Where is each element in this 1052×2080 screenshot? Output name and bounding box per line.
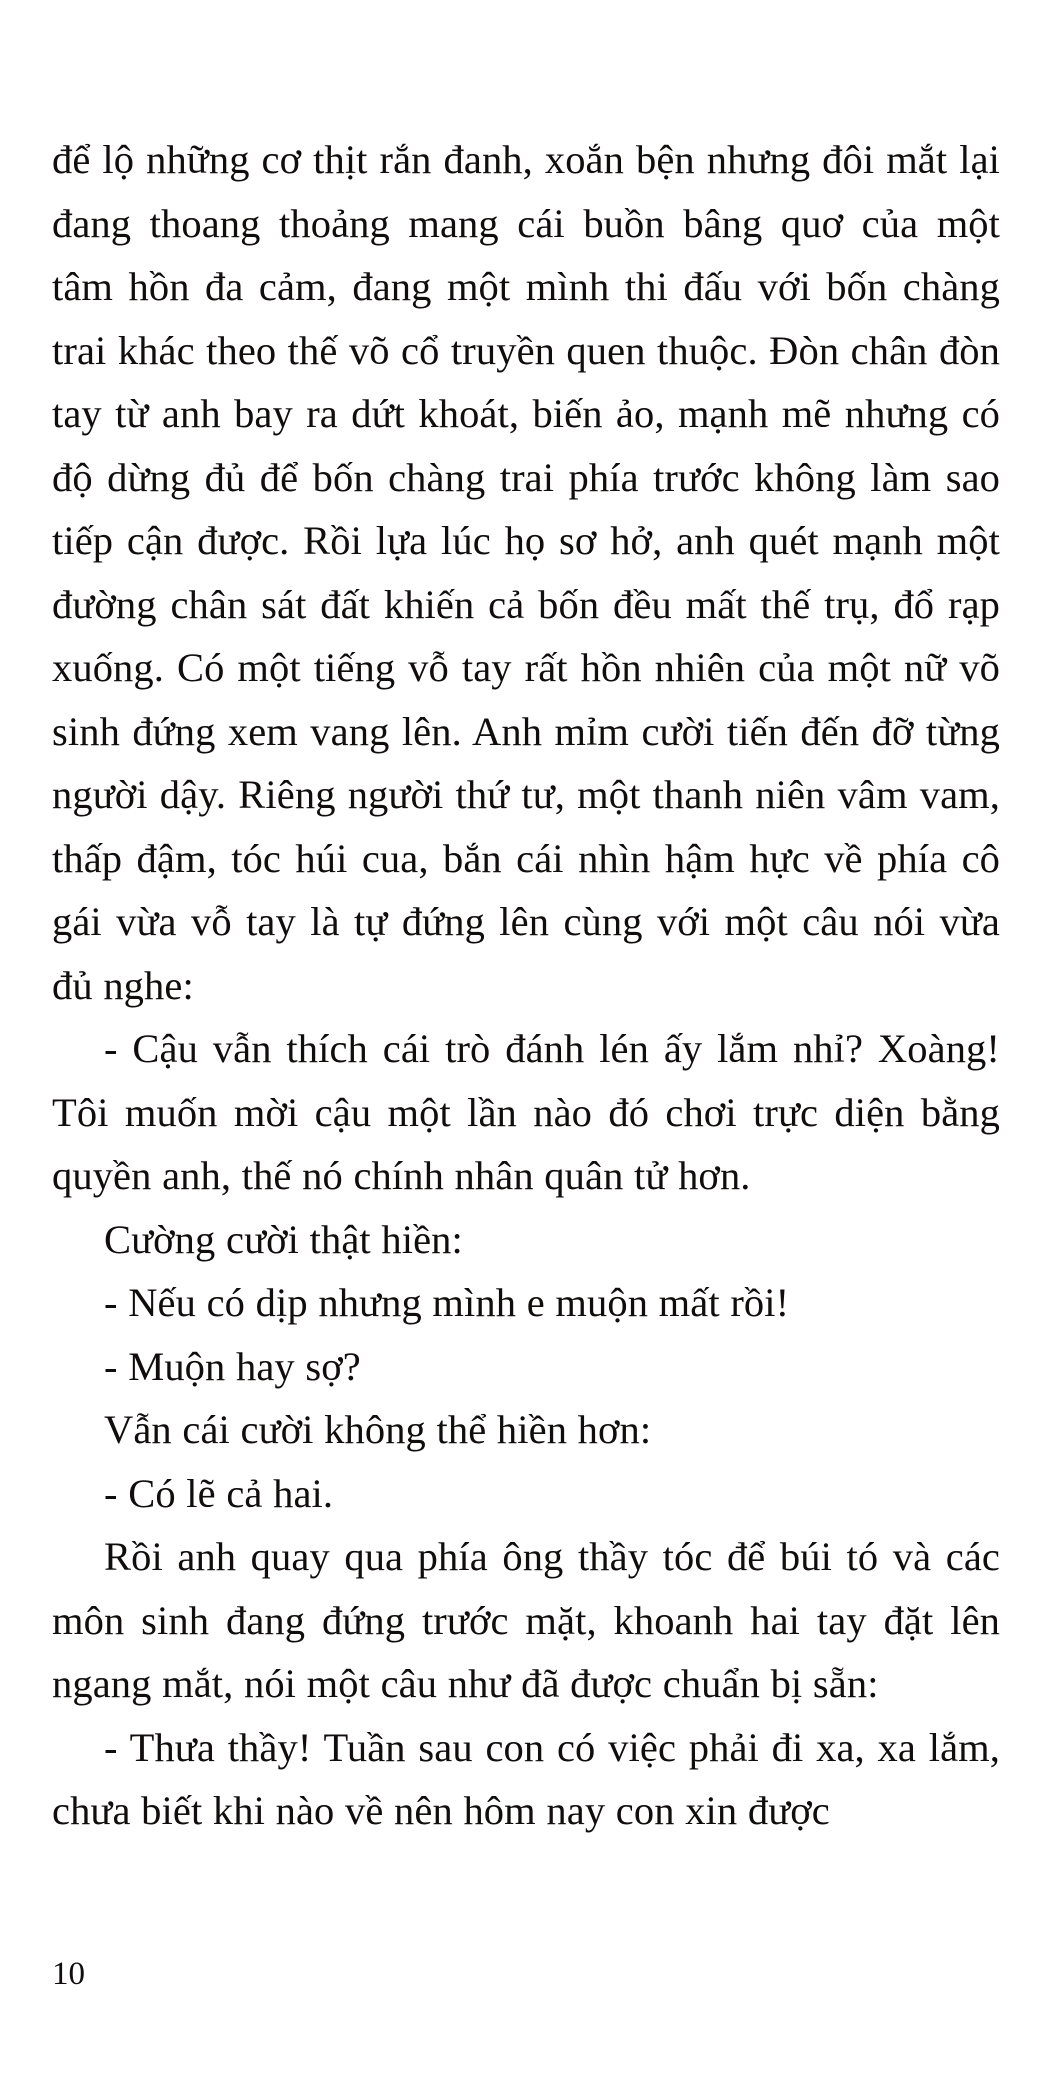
- paragraph: - Nếu có dịp nhưng mình e muộn mất rồi!: [104, 1280, 790, 1325]
- page-text-body: [52, 128, 1000, 1843]
- paragraph: để lộ những cơ thịt rắn đanh, xoắn bện nhưng đôi mắt lại đang thoang thoảng mang cái buồn bâng quơ của một tâm hồn đa cảm, đang một mình thi đấu với bốn chàng trai khác theo thế võ cổ truyền quen thuộc. Đòn chân đòn tay từ anh bay ra dứt khoát, biến ảo, mạnh mẽ nhưng có độ dừng đủ để bốn chàng trai phía trước không làm sao tiếp cận được. Rồi lựa lúc họ sơ hở, anh quét mạnh một đường chân sát đất khiến cả bốn đều mất thế trụ, đổ rạp xuống. Có một tiếng vỗ tay rất hồn nhiên của một nữ võ sinh đứng xem vang lên. Anh mỉm cười tiến đến đỡ từng người dậy. Riêng người thứ tư, một thanh niên vâm vam, thấp đậm, tóc húi cua, bắn cái nhìn hậm hực về phía cô gái vừa vỗ tay là tự đứng lên cùng với một câu nói vừa đủ nghe:: [52, 137, 1000, 1008]
- page-number: 10: [52, 1956, 85, 1992]
- paragraph: - Có lẽ cả hai.: [104, 1470, 334, 1516]
- paragraph: - Cậu vẫn thích cái trò đánh lén ấy lắm nhỉ? Xoàng! Tôi muốn mời cậu một lần nào đó chơi trực diện bằng quyền anh, thế nó chính nhân quân tử hơn.: [52, 1026, 1000, 1198]
- paragraph: Vẫn cái cười không thể hiền hơn:: [104, 1407, 652, 1452]
- paragraph: - Muộn hay sợ?: [104, 1343, 361, 1389]
- paragraph: - Thưa thầy! Tuần sau con có việc phải đi xa, xa lắm, chưa biết khi nào về nên hôm nay con xin được: [52, 1724, 1000, 1833]
- paragraph: Cường cười thật hiền:: [104, 1216, 463, 1262]
- paragraph: Rồi anh quay qua phía ông thầy tóc để búi tó và các môn sinh đang đứng trước mặt, khoanh hai tay đặt lên ngang mắt, nói một câu như đã được chuẩn bị sẵn:: [52, 1534, 1000, 1706]
